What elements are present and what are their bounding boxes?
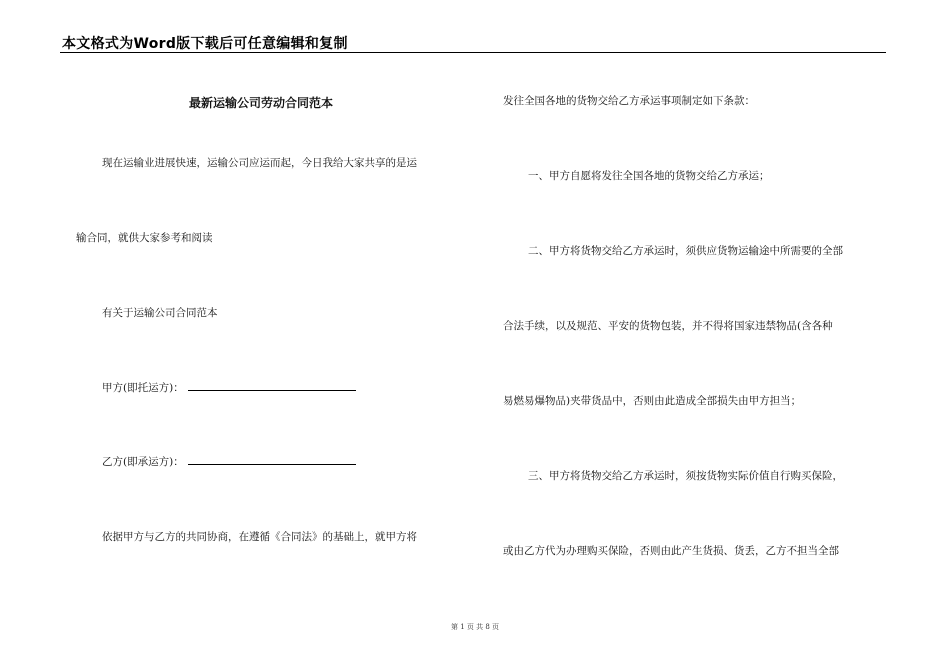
right-paragraph-4: 合法手续，以及规范、平安的货物包装，并不得将国家违禁物品(含各种 — [503, 320, 833, 332]
left-paragraph-3: 有关于运输公司合同范本 — [102, 307, 218, 319]
left-paragraph-2: 输合同，就供大家参考和阅读 — [76, 232, 213, 244]
party-a-label: 甲方(即托运方)： — [102, 382, 184, 394]
document-title: 最新运输公司劳动合同范本 — [188, 96, 333, 110]
party-a-blank — [188, 381, 356, 391]
right-paragraph-3: 二、甲方将货物交给乙方承运时，须供应货物运输途中所需要的全部 — [528, 245, 843, 257]
right-paragraph-7: 或由乙方代为办理购买保险，否则由此产生货损、货丢，乙方不担当全部 — [503, 545, 839, 557]
right-paragraph-5: 易燃易爆物品)夹带货品中，否则由此造成全部损失由甲方担当； — [503, 395, 802, 407]
right-paragraph-6: 三、甲方将货物交给乙方承运时，须按货物实际价值自行购买保险， — [528, 470, 843, 482]
party-b-blank — [188, 455, 356, 465]
right-paragraph-2: 一、甲方自愿将发往全国各地的货物交给乙方承运； — [528, 170, 770, 182]
page-number-footer: 第 1 页 共 8 页 — [450, 623, 500, 631]
header-divider — [60, 52, 886, 53]
header-banner: 本文格式为Word版下载后可任意编辑和复制 — [62, 36, 348, 52]
party-b-line — [102, 455, 356, 469]
right-paragraph-1: 发往全国各地的货物交给乙方承运事项制定如下条款： — [503, 95, 755, 107]
left-paragraph-1: 现在运输业进展快速，运输公司应运而起，今日我给大家共享的是运 — [102, 157, 417, 169]
party-a-line — [102, 381, 356, 395]
party-b-label: 乙方(即承运方)： — [102, 456, 184, 468]
left-paragraph-6: 依据甲方与乙方的共同协商，在遵循《合同法》的基础上，就甲方将 — [102, 531, 417, 543]
